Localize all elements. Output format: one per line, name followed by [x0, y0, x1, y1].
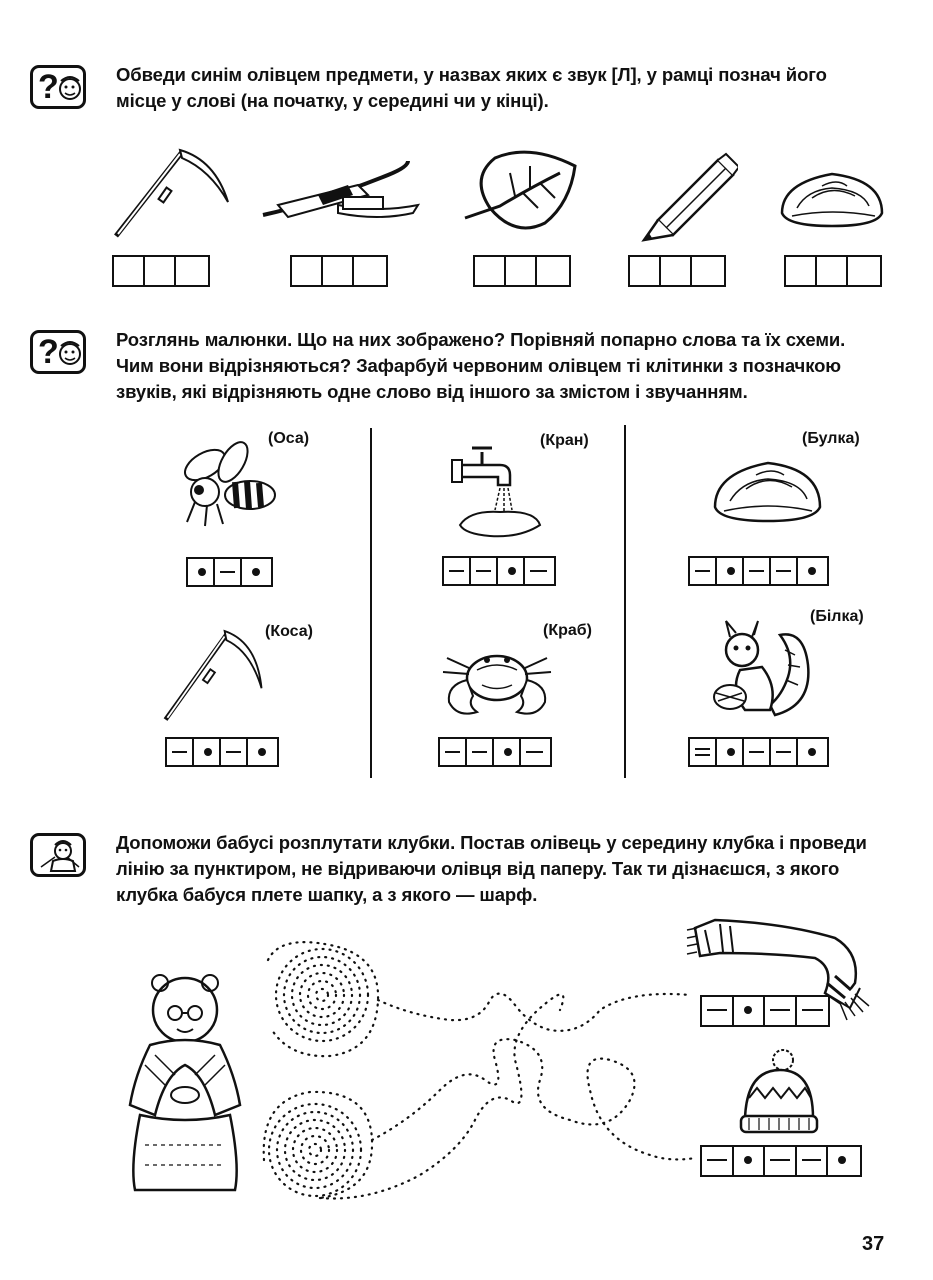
- answer-frame[interactable]: [784, 255, 882, 287]
- task-2-line: Чим вони відрізняються? Зафарбуй червоним олівцем ті клітинки з позначкою: [116, 355, 842, 376]
- skates-image: [258, 155, 423, 230]
- faucet-image: [440, 430, 550, 540]
- question-icon: ?: [30, 330, 86, 374]
- sound-scheme[interactable]: [186, 557, 273, 587]
- word-label: (Кран): [540, 432, 589, 449]
- task-1-line: Обведи синім олівцем предмети, у назвах яких є звук [Л], у рамці познач його: [116, 64, 827, 85]
- sound-scheme[interactable]: [442, 556, 556, 586]
- answer-frame[interactable]: [290, 255, 388, 287]
- column-divider: [370, 428, 372, 778]
- sound-scheme[interactable]: [165, 737, 279, 767]
- knitting-icon: [30, 833, 86, 877]
- task-3-line: лінію за пунктиром, не відриваючи олівця від паперу. Так ти дізнаєшся, з якого: [116, 858, 840, 879]
- column-divider: [624, 425, 626, 778]
- word-label: (Краб): [543, 622, 592, 639]
- answer-frame[interactable]: [473, 255, 571, 287]
- sound-scheme[interactable]: [700, 995, 830, 1027]
- question-icon: ?: [30, 65, 86, 109]
- wasp-image: [165, 440, 280, 530]
- sound-scheme[interactable]: [688, 556, 829, 586]
- task-2-line: Розглянь малюнки. Що на них зображено? Порівняй попарно слова та їх схеми.: [116, 329, 846, 350]
- answer-frame[interactable]: [112, 255, 210, 287]
- task-1-line: місце у слові (на початку, у середині чи у кінці).: [116, 90, 549, 111]
- word-label: (Білка): [810, 608, 864, 625]
- pencil-image: [638, 150, 738, 245]
- sound-scheme[interactable]: [438, 737, 552, 767]
- grandma-image: [115, 965, 255, 1195]
- sound-scheme[interactable]: [688, 737, 829, 767]
- hat-image: [735, 1048, 820, 1138]
- yarn-maze[interactable]: [250, 940, 710, 1200]
- answer-frame[interactable]: [628, 255, 726, 287]
- task-3-instructions: [116, 830, 886, 908]
- scythe-image: [110, 140, 240, 240]
- bun-image: [710, 455, 825, 525]
- task-3-line: Допоможи бабусі розплутати клубки. Постав олівець у середину клубка і проведи: [116, 832, 867, 853]
- squirrel-image: [700, 615, 815, 725]
- word-label: (Коса): [265, 623, 313, 640]
- task-3-line: клубка бабуся плете шапку, а з якого — шарф.: [116, 884, 538, 905]
- word-label: (Оса): [268, 430, 310, 447]
- task-1-instructions: [116, 62, 886, 114]
- bun-image: [777, 168, 887, 230]
- word-label: (Булка): [802, 430, 860, 447]
- page-number: 37: [862, 1233, 885, 1255]
- crab-image: [437, 630, 557, 725]
- task-2-instructions: [116, 327, 886, 405]
- task-2-line: звуків, які відрізняють одне слово від іншого за змістом і звучанням.: [116, 381, 748, 402]
- leaf-image: [460, 148, 585, 238]
- scythe-image: [160, 620, 280, 725]
- sound-scheme[interactable]: [700, 1145, 862, 1177]
